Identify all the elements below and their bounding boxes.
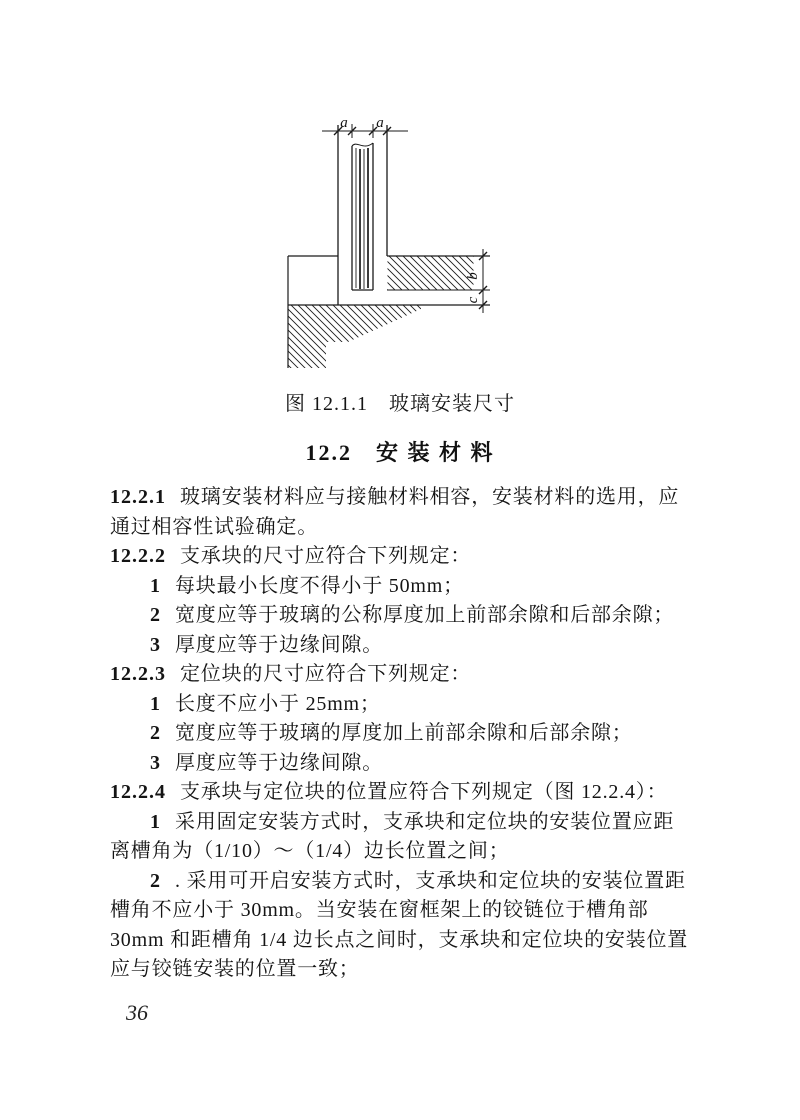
paragraph-line xyxy=(110,778,696,808)
glazing-bead-hatch xyxy=(388,257,474,290)
paragraph-line xyxy=(110,542,696,572)
item-text: 厚度应等于边缘间隙。 xyxy=(175,633,383,656)
clause-text: 应与铰链安装的位置一致； xyxy=(110,958,360,980)
frame-body-hatch xyxy=(288,305,421,368)
body-text xyxy=(110,483,696,985)
paragraph-line xyxy=(110,601,696,631)
paragraph-line xyxy=(110,631,696,661)
item-number: 1 xyxy=(150,810,161,833)
dimension-label-b: b xyxy=(465,272,481,280)
item-text: 厚度应等于边缘间隙。 xyxy=(175,751,383,774)
clause-text: 30mm 和距槽角 1/4 边长点之间时，支承块和定位块的安装位置 xyxy=(110,928,689,951)
section-heading: 12.2 安 装 材 料 xyxy=(305,440,495,465)
item-text: 每块最小长度不得小于 50mm； xyxy=(175,574,464,597)
paragraph-line xyxy=(110,749,696,779)
item-text: 长度不应小于 25mm； xyxy=(175,692,381,715)
clause-text: 通过相容性试验确定。 xyxy=(110,515,318,538)
paragraph-line xyxy=(110,837,696,867)
paragraph-line xyxy=(110,513,696,543)
item-text: . 采用可开启安装方式时，支承块和定位块的安装位置距 xyxy=(175,869,686,892)
glass-pane xyxy=(352,143,373,290)
dimension-label-a-right: a xyxy=(376,115,384,131)
clause-text: 支承块与定位块的位置应符合下列规定（图 12.2.4）： xyxy=(180,781,668,803)
paragraph-line xyxy=(110,719,696,749)
glass-installation-diagram xyxy=(270,105,515,397)
clause-number: 12.2.4 xyxy=(110,781,166,803)
paragraph-line xyxy=(110,660,696,690)
paragraph-line xyxy=(110,572,696,602)
figure-caption: 图 12.1.1 玻璃安装尺寸 xyxy=(285,393,515,415)
clause-number: 12.2.1 xyxy=(110,486,166,508)
paragraph-line xyxy=(110,690,696,720)
paragraph-line xyxy=(110,896,696,926)
paragraph-line xyxy=(110,808,696,838)
item-number: 3 xyxy=(150,751,161,774)
item-number: 2 xyxy=(150,722,161,744)
clause-text: 定位块的尺寸应符合下列规定： xyxy=(180,663,472,685)
paragraph-line xyxy=(110,483,696,513)
item-number: 3 xyxy=(150,633,161,656)
page-number: 36 xyxy=(126,1000,148,1025)
dimension-label-a-left: a xyxy=(340,115,348,131)
clause-text: 玻璃安装材料应与接触材料相容，安装材料的选用，应 xyxy=(180,486,680,508)
paragraph-line xyxy=(110,867,696,897)
clause-text: 支承块的尺寸应符合下列规定： xyxy=(180,545,472,567)
clause-number: 12.2.3 xyxy=(110,663,166,685)
paragraph-line xyxy=(110,926,696,956)
item-number: 1 xyxy=(150,574,161,597)
dimension-label-c: c xyxy=(465,296,481,304)
item-text: 采用固定安装方式时，支承块和定位块的安装位置应距 xyxy=(175,810,675,833)
paragraph-line xyxy=(110,955,696,985)
glass-break-line xyxy=(352,143,373,146)
item-number: 1 xyxy=(150,692,161,715)
clause-text: 槽角不应小于 30mm。当安装在窗框架上的铰链位于槽角部 xyxy=(110,899,649,921)
item-number: 2 xyxy=(150,869,161,892)
clause-number: 12.2.2 xyxy=(110,545,166,567)
item-text: 宽度应等于玻璃的厚度加上前部余隙和后部余隙； xyxy=(175,722,633,744)
clause-text: 离槽角为（1/10）～（1/4）边长位置之间； xyxy=(110,840,510,862)
item-text: 宽度应等于玻璃的公称厚度加上前部余隙和后部余隙； xyxy=(175,604,675,626)
item-number: 2 xyxy=(150,604,161,626)
